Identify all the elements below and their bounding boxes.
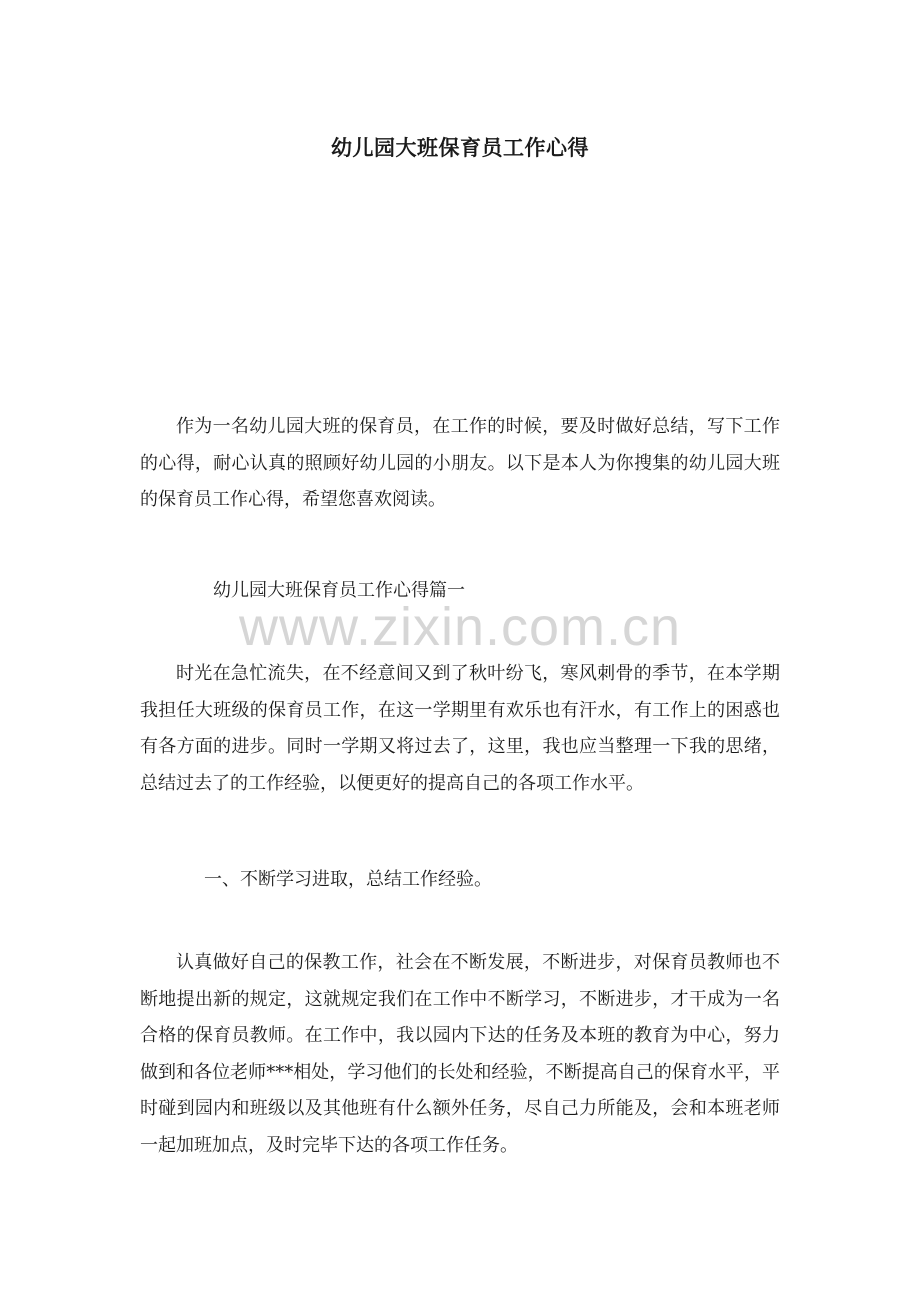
body-paragraph-1: 时光在急忙流失，在不经意间又到了秋叶纷飞，寒风刺骨的季节，在本学期我担任大班级的保育员工作，在这一学期里有欢乐也有汗水，有工作上的困惑也有各方面的进步。同时一学期又将过去了，这里，我也应当整理一下我的思绪，总结过去了的工作经验，以便更好的提高自己的各项工作水平。 (140, 663, 780, 794)
document-title: 幼儿园大班保育员工作心得 (331, 135, 589, 161)
section-heading-1: 一、不断学习进取，总结工作经验。 (204, 869, 492, 890)
watermark: www.zixin.com.cn (238, 597, 682, 657)
body-paragraph-2: 认真做好自己的保教工作，社会在不断发展，不断进步，对保育员教师也不断地提出新的规定，这就规定我们在工作中不断学习，不断进步，才干成为一名合格的保育员教师。在工作中，我以园内下达的任务及本班的教育为中心，努力做到和各位老师***相处，学习他们的长处和经验，不断提高自己的保育水平，平时碰到园内和班级以及其他班有什么额外任务，尽自己力所能及，会和本班老师一起加班加点，及时完毕下达的各项工作任务。 (140, 952, 780, 1156)
intro-paragraph: 作为一名幼儿园大班的保育员，在工作的时候，要及时做好总结，写下工作的心得，耐心认真的照顾好幼儿园的小朋友。以下是本人为你搜集的幼儿园大班的保育员工作心得，希望您喜欢阅读。 (140, 416, 780, 510)
section-title: 幼儿园大班保育员工作心得篇一 (213, 580, 465, 601)
